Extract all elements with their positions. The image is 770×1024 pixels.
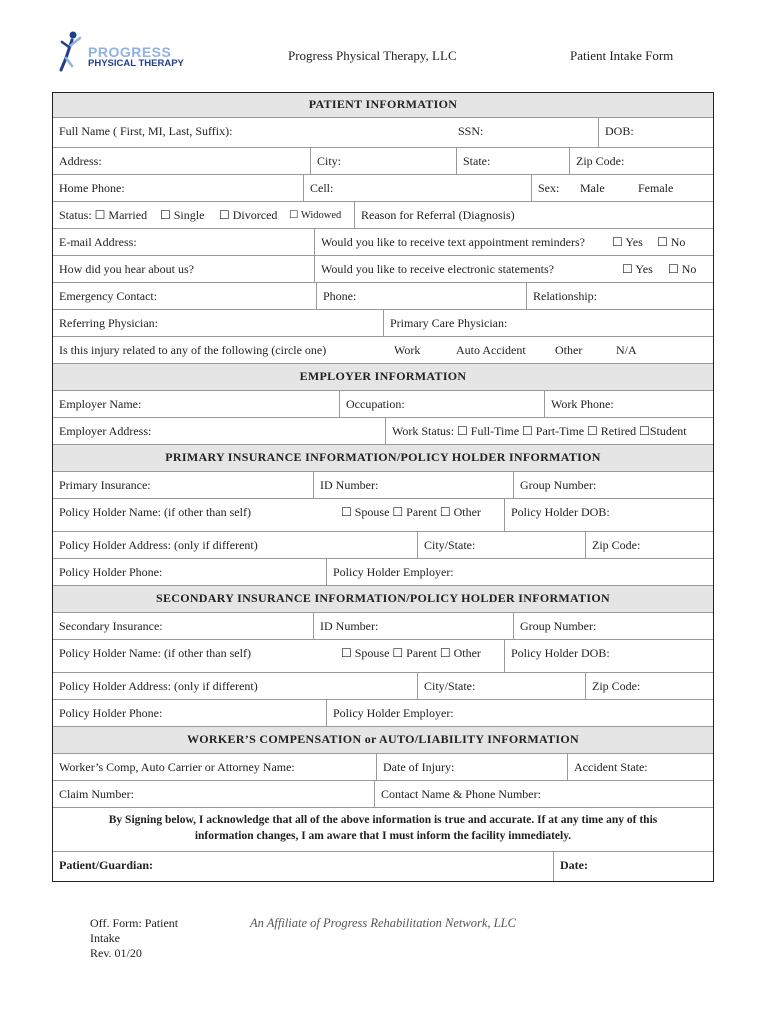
email-label: E-mail Address:	[59, 235, 137, 249]
injury-related-field	[53, 337, 713, 363]
electronic-statements-no-checkbox[interactable]: ☐ No	[668, 262, 697, 276]
work-status-checkboxes: Work Status: ☐ Full-Time ☐ Part-Time ☐ Retired ☐Student	[392, 424, 687, 438]
form-code-line-2: Intake	[90, 931, 120, 945]
row-primary-insurance	[53, 472, 713, 499]
secondary-city-state-field[interactable]	[417, 673, 585, 699]
accident-state-field[interactable]	[567, 754, 713, 780]
secondary-city-state-label: City/State:	[424, 679, 476, 693]
status-single-checkbox[interactable]: ☐ Single	[160, 208, 205, 222]
form-title: Patient Intake Form	[570, 48, 674, 63]
company-logo	[58, 30, 208, 74]
primary-holder-name-label: Policy Holder Name: (if other than self)	[59, 505, 251, 519]
row-phone	[53, 175, 713, 202]
primary-holder-name-field[interactable]	[53, 499, 504, 531]
primary-holder-phone-field[interactable]	[53, 559, 326, 585]
secondary-holder-dob-field[interactable]	[504, 640, 713, 672]
row-primary-holder-phone	[53, 559, 713, 586]
primary-group-number-label: Group Number:	[520, 478, 597, 492]
electronic-statements-yes-checkbox[interactable]: ☐ Yes	[622, 262, 653, 276]
home-phone-label: Home Phone:	[59, 181, 125, 195]
row-claim	[53, 781, 713, 808]
referring-physician-field[interactable]	[53, 310, 383, 336]
section-workers-compensation: WORKER’S COMPENSATION or AUTO/LIABILITY INFORMATION	[53, 727, 713, 754]
status-widowed-checkbox[interactable]: ☐ Widowed	[289, 210, 342, 221]
employer-name-label: Employer Name:	[59, 397, 142, 411]
text-reminders-yes-checkbox[interactable]: ☐ Yes	[612, 235, 643, 249]
primary-city-state-label: City/State:	[424, 538, 476, 552]
status-divorced-checkbox[interactable]: ☐ Divorced	[219, 208, 278, 222]
sex-label: Sex:	[538, 181, 560, 195]
state-label: State:	[463, 154, 491, 168]
text-reminders-no-checkbox[interactable]: ☐ No	[657, 235, 686, 249]
acknowledgement-statement	[53, 808, 713, 852]
date-of-injury-field[interactable]	[376, 754, 567, 780]
patient-guardian-label: Patient/Guardian:	[59, 858, 154, 872]
emergency-phone-field[interactable]	[316, 283, 526, 309]
runner-logo-icon	[58, 30, 88, 74]
secondary-holder-address-label: Policy Holder Address: (only if different)	[59, 679, 258, 693]
section-primary-insurance: PRIMARY INSURANCE INFORMATION/POLICY HOLDER INFORMATION	[53, 445, 713, 472]
primary-group-number-field[interactable]	[513, 472, 713, 498]
work-phone-label: Work Phone:	[551, 397, 614, 411]
city-label: City:	[317, 154, 342, 168]
address-label: Address:	[59, 154, 102, 168]
row-secondary-holder-phone	[53, 700, 713, 727]
cell-phone-field[interactable]	[303, 175, 531, 201]
primary-id-number-field[interactable]	[313, 472, 513, 498]
row-primary-holder-name	[53, 499, 713, 532]
carrier-attorney-field[interactable]	[53, 754, 376, 780]
affiliate-notice: An Affiliate of Progress Rehabilitation Network, LLC	[250, 916, 516, 930]
accident-state-label: Accident State:	[574, 760, 648, 774]
secondary-holder-phone-field[interactable]	[53, 700, 326, 726]
row-name	[53, 118, 713, 148]
injury-auto-accident-option[interactable]: Auto Accident	[456, 343, 526, 357]
work-phone-field[interactable]	[544, 391, 713, 417]
form-revision: Rev. 01/20	[90, 946, 142, 960]
signature-date-field[interactable]	[553, 852, 713, 881]
row-employer-name	[53, 391, 713, 418]
secondary-holder-phone-label: Policy Holder Phone:	[59, 706, 163, 720]
form-revision-info	[90, 916, 178, 961]
row-email	[53, 229, 713, 256]
dob-label: DOB:	[605, 124, 634, 138]
referring-physician-label: Referring Physician:	[59, 316, 158, 330]
row-secondary-holder-address	[53, 673, 713, 700]
secondary-insurance-field[interactable]	[53, 613, 313, 639]
section-patient-information: PATIENT INFORMATION	[53, 93, 713, 118]
status-married-checkbox[interactable]: Status: ☐ Married	[59, 208, 148, 222]
city-field[interactable]	[310, 148, 456, 174]
row-status	[53, 202, 713, 229]
contact-name-phone-label: Contact Name & Phone Number:	[381, 787, 541, 801]
secondary-holder-relation-checkboxes[interactable]: ☐ Spouse ☐ Parent ☐ Other	[341, 646, 481, 660]
sex-field	[531, 175, 713, 201]
email-field[interactable]	[53, 229, 314, 255]
primary-holder-dob-field[interactable]	[504, 499, 713, 531]
state-field[interactable]	[456, 148, 569, 174]
primary-city-state-field[interactable]	[417, 532, 585, 558]
row-referral-source	[53, 256, 713, 283]
injury-work-option[interactable]: Work	[394, 343, 421, 357]
form-code-line-1: Off. Form: Patient	[90, 916, 179, 930]
primary-holder-address-field[interactable]	[53, 532, 417, 558]
secondary-insurance-label: Secondary Insurance:	[59, 619, 163, 633]
cell-phone-label: Cell:	[310, 181, 334, 195]
relationship-label: Relationship:	[533, 289, 597, 303]
primary-holder-employer-field[interactable]	[326, 559, 713, 585]
secondary-group-number-label: Group Number:	[520, 619, 597, 633]
primary-holder-phone-label: Policy Holder Phone:	[59, 565, 163, 579]
hear-about-us-field[interactable]	[53, 256, 314, 282]
emergency-contact-label: Emergency Contact:	[59, 289, 158, 303]
occupation-label: Occupation:	[346, 397, 405, 411]
referral-reason-field[interactable]	[354, 202, 713, 228]
row-address	[53, 148, 713, 175]
address-field[interactable]	[53, 148, 310, 174]
row-employer-address	[53, 418, 713, 445]
employer-name-field[interactable]	[53, 391, 339, 417]
ssn-label: SSN:	[458, 124, 484, 138]
primary-holder-address-label: Policy Holder Address: (only if different)	[59, 538, 258, 552]
primary-zip-label: Zip Code:	[592, 538, 641, 552]
row-physicians	[53, 310, 713, 337]
signature-date-label: Date:	[560, 858, 588, 872]
dob-field[interactable]	[598, 118, 713, 147]
text-reminders-label: Would you like to receive text appointment reminders?	[321, 235, 585, 249]
sex-male-option[interactable]: Male	[580, 181, 605, 195]
home-phone-field[interactable]	[53, 175, 303, 201]
secondary-holder-name-label: Policy Holder Name: (if other than self)	[59, 646, 251, 660]
primary-care-physician-label: Primary Care Physician:	[390, 316, 508, 330]
emergency-contact-field[interactable]	[53, 283, 316, 309]
primary-zip-field[interactable]	[585, 532, 713, 558]
secondary-holder-dob-label: Policy Holder DOB:	[511, 646, 610, 660]
claim-number-label: Claim Number:	[59, 787, 134, 801]
secondary-zip-field[interactable]	[585, 673, 713, 699]
claim-number-field[interactable]	[53, 781, 374, 807]
row-injury-related	[53, 337, 713, 364]
row-emergency	[53, 283, 713, 310]
full-name-field[interactable]	[53, 118, 598, 147]
secondary-id-number-field[interactable]	[313, 613, 513, 639]
secondary-holder-employer-field[interactable]	[326, 700, 713, 726]
primary-holder-dob-label: Policy Holder DOB:	[511, 505, 610, 519]
text-reminders-field	[314, 229, 713, 255]
section-employer-information: EMPLOYER INFORMATION	[53, 364, 713, 391]
carrier-attorney-label: Worker’s Comp, Auto Carrier or Attorney Name:	[59, 760, 295, 774]
date-of-injury-label: Date of Injury:	[383, 760, 455, 774]
hear-about-us-label: How did you hear about us?	[59, 262, 194, 276]
secondary-zip-label: Zip Code:	[592, 679, 641, 693]
occupation-field[interactable]	[339, 391, 544, 417]
primary-id-number-label: ID Number:	[320, 478, 379, 492]
section-secondary-insurance: SECONDARY INSURANCE INFORMATION/POLICY HOLDER INFORMATION	[53, 586, 713, 613]
employer-address-label: Employer Address:	[59, 424, 152, 438]
injury-related-label: Is this injury related to any of the following (circle one)	[59, 343, 327, 357]
row-carrier	[53, 754, 713, 781]
primary-insurance-field[interactable]	[53, 472, 313, 498]
secondary-holder-address-field[interactable]	[53, 673, 417, 699]
sex-female-option[interactable]: Female	[638, 181, 674, 195]
primary-care-physician-field[interactable]	[383, 310, 713, 336]
company-name: Progress Physical Therapy, LLC	[288, 48, 457, 63]
emergency-phone-label: Phone:	[323, 289, 357, 303]
zip-code-label: Zip Code:	[576, 154, 625, 168]
zip-code-field[interactable]	[569, 148, 713, 174]
full-name-label: Full Name ( First, MI, Last, Suffix):	[59, 124, 233, 138]
primary-insurance-label: Primary Insurance:	[59, 478, 151, 492]
acknowledgement-line-1: By Signing below, I acknowledge that all of the above information is true and accurate. If at any time any of this	[108, 814, 658, 826]
employer-address-field[interactable]	[53, 418, 385, 444]
patient-guardian-signature-field[interactable]	[53, 852, 553, 881]
relationship-field[interactable]	[526, 283, 713, 309]
intake-form-table	[52, 92, 714, 882]
work-status-field[interactable]	[385, 418, 713, 444]
electronic-statements-field	[314, 256, 713, 282]
referral-reason-label: Reason for Referral (Diagnosis)	[361, 208, 515, 222]
secondary-holder-employer-label: Policy Holder Employer:	[333, 706, 454, 720]
row-secondary-holder-name	[53, 640, 713, 673]
secondary-holder-name-field[interactable]	[53, 640, 504, 672]
secondary-group-number-field[interactable]	[513, 613, 713, 639]
injury-other-option[interactable]: Other	[555, 343, 583, 357]
acknowledgement-line-2: information changes, I am aware that I must inform the facility immediately.	[194, 830, 572, 842]
injury-na-option[interactable]: N/A	[616, 343, 637, 357]
contact-name-phone-field[interactable]	[374, 781, 713, 807]
row-signature	[53, 852, 713, 881]
secondary-id-number-label: ID Number:	[320, 619, 379, 633]
row-secondary-insurance	[53, 613, 713, 640]
logo-word-physical-therapy: PHYSICAL THERAPY	[88, 58, 184, 69]
row-primary-holder-address	[53, 532, 713, 559]
electronic-statements-label: Would you like to receive electronic statements?	[321, 262, 554, 276]
primary-holder-relation-checkboxes[interactable]: ☐ Spouse ☐ Parent ☐ Other	[341, 505, 481, 519]
logo-word-progress: PROGRESS	[88, 44, 172, 60]
primary-holder-employer-label: Policy Holder Employer:	[333, 565, 454, 579]
marital-status-field	[53, 202, 354, 228]
